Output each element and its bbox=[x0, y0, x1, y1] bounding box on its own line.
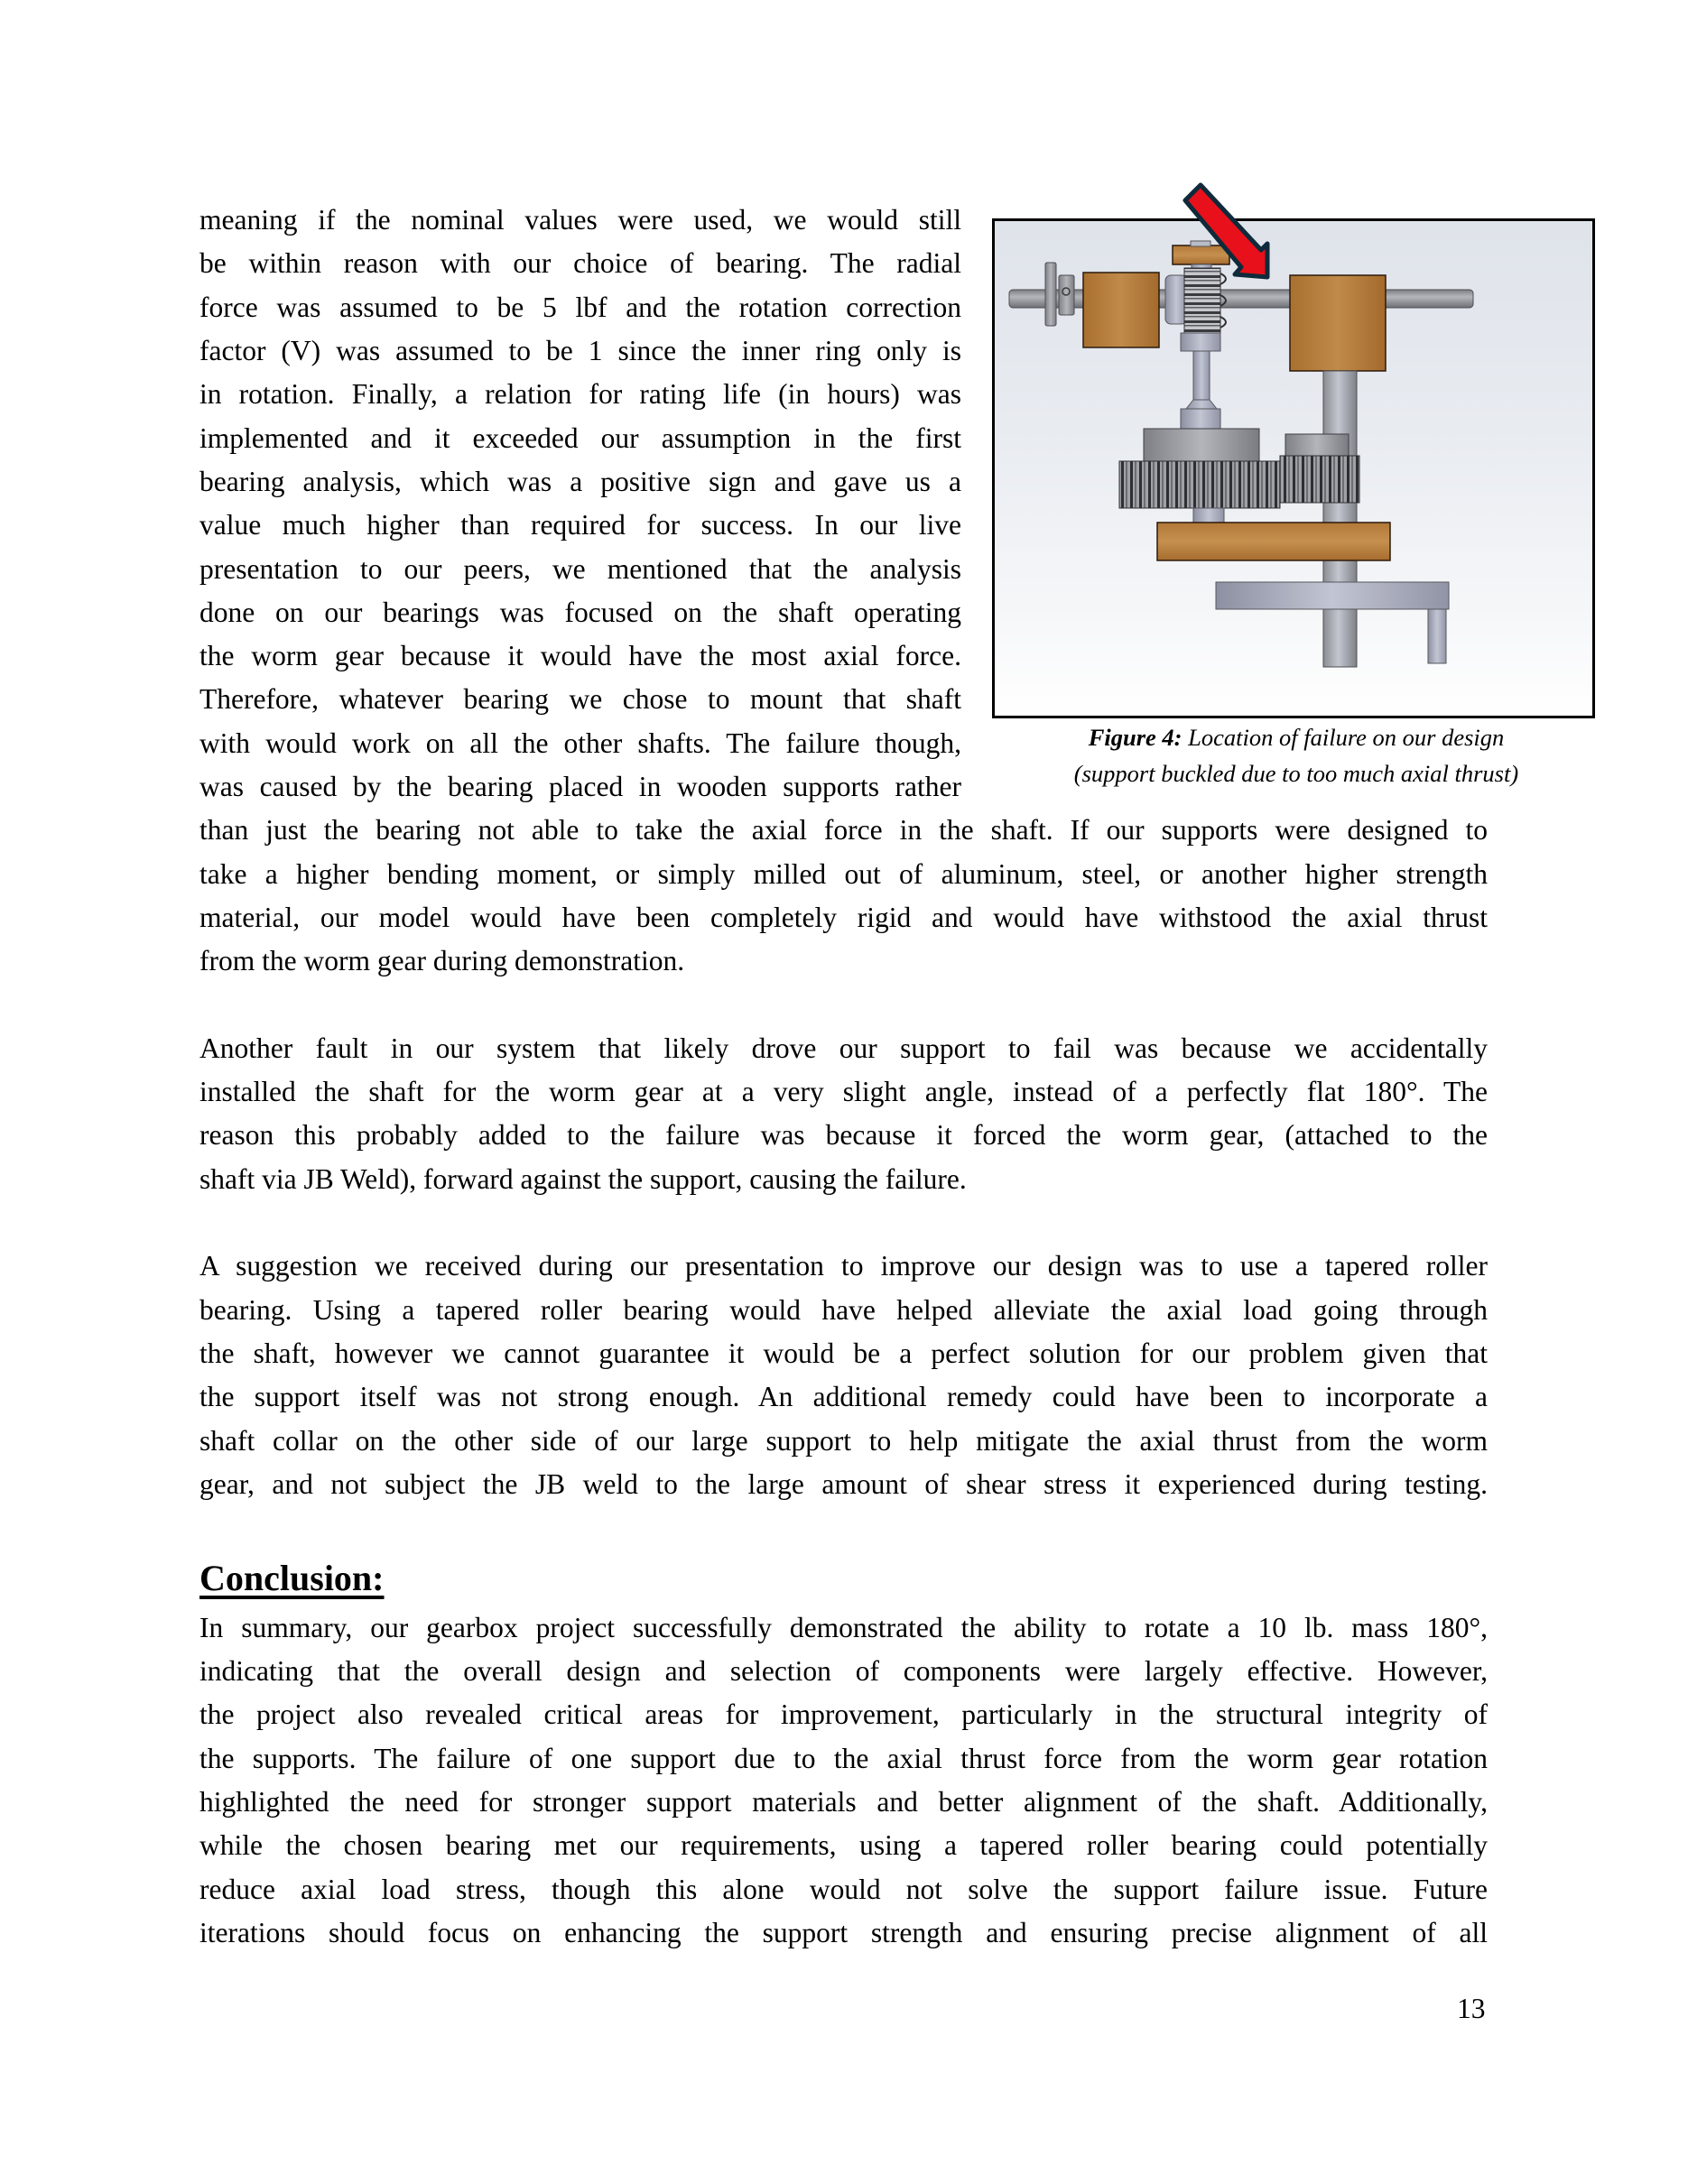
text-line: be within reason with our choice of bearing. The radial bbox=[199, 247, 961, 279]
page-number: 13 bbox=[1457, 1993, 1486, 2024]
figure-caption-line-2: (support buckled due to too much axial thrust) bbox=[1073, 760, 1519, 787]
figure-caption-text: Location of failure on our design bbox=[1182, 724, 1505, 751]
text-line: installed the shaft for the worm gear at a very slight angle, instead of a perfectly flat 180°. The bbox=[199, 1076, 1488, 1107]
text-line: done on our bearings was focused on the shaft operating bbox=[199, 597, 961, 628]
text-line: meaning if the nominal values were used, we would still bbox=[199, 204, 961, 236]
text-line: presentation to our peers, we mentioned that the analysis bbox=[199, 553, 961, 585]
text-line: was caused by the bearing placed in wooden supports rather bbox=[199, 771, 961, 802]
text-line: than just the bearing not able to take the axial force in the shaft. If our supports were designed to bbox=[199, 814, 1488, 846]
text-line: force was assumed to be 5 lbf and the rotation correction bbox=[199, 292, 961, 323]
text-line: value much higher than required for success. In our live bbox=[199, 509, 961, 541]
text-line: indicating that the overall design and selection of components were largely effective. However, bbox=[199, 1655, 1488, 1687]
figure-gearbox-cad-render bbox=[992, 218, 1595, 718]
text-line: shaft via JB Weld), forward against the support, causing the failure. bbox=[199, 1163, 967, 1195]
text-line: material, our model would have been completely rigid and would have withstood the axial thrust bbox=[199, 902, 1488, 933]
text-line: gear, and not subject the JB weld to the large amount of shear stress it experienced during testing. bbox=[199, 1468, 1488, 1500]
text-line: the supports. The failure of one support due to the axial thrust force from the worm gear rotation bbox=[199, 1743, 1488, 1774]
text-line: take a higher bending moment, or simply milled out of aluminum, steel, or another higher strength bbox=[199, 858, 1488, 890]
figure-label: Figure 4: bbox=[1088, 724, 1183, 751]
text-line: reason this probably added to the failure was because it forced the worm gear, (attached to the bbox=[199, 1119, 1488, 1151]
text-line: bearing. Using a tapered roller bearing would have helped alleviate the axial load going through bbox=[199, 1294, 1488, 1326]
text-line: shaft collar on the other side of our large support to help mitigate the axial thrust from the worm bbox=[199, 1425, 1488, 1457]
text-line: highlighted the need for stronger support materials and better alignment of the shaft. Additionally, bbox=[199, 1786, 1488, 1818]
text-line: implemented and it exceeded our assumption in the first bbox=[199, 422, 961, 454]
text-line: reduce axial load stress, though this alone would not solve the support failure issue. Future bbox=[199, 1874, 1488, 1905]
text-line: the shaft, however we cannot guarantee it would be a perfect solution for our problem given that bbox=[199, 1337, 1488, 1369]
figure-caption-line-1 bbox=[993, 719, 1600, 755]
text-line: from the worm gear during demonstration. bbox=[199, 945, 685, 976]
text-line: In summary, our gearbox project successfully demonstrated the ability to rotate a 10 lb. mass 180°, bbox=[199, 1612, 1488, 1643]
section-heading-conclusion: Conclusion: bbox=[199, 1558, 385, 1598]
text-line: with would work on all the other shafts. The failure though, bbox=[199, 727, 961, 759]
text-line: the support itself was not strong enough. An additional remedy could have been to incorporate a bbox=[199, 1381, 1488, 1412]
text-line: in rotation. Finally, a relation for rating life (in hours) was bbox=[199, 378, 961, 410]
text-line: the worm gear because it would have the most axial force. bbox=[199, 640, 961, 671]
text-line: A suggestion we received during our presentation to improve our design was to use a tapered roller bbox=[199, 1250, 1488, 1282]
text-line: Therefore, whatever bearing we chose to mount that shaft bbox=[199, 683, 961, 715]
text-line: iterations should focus on enhancing the support strength and ensuring precise alignment of all bbox=[199, 1917, 1488, 1948]
text-line: the project also revealed critical areas for improvement, particularly in the structural integrity of bbox=[199, 1698, 1488, 1730]
text-line: bearing analysis, which was a positive sign and gave us a bbox=[199, 466, 961, 497]
text-line: while the chosen bearing met our requirements, using a tapered roller bearing could potentially bbox=[199, 1829, 1488, 1861]
text-line: Another fault in our system that likely drove our support to fail was because we accidentally bbox=[199, 1032, 1488, 1064]
text-line: factor (V) was assumed to be 1 since the inner ring only is bbox=[199, 335, 961, 366]
gearbox-assembly-illustration bbox=[995, 221, 1592, 716]
